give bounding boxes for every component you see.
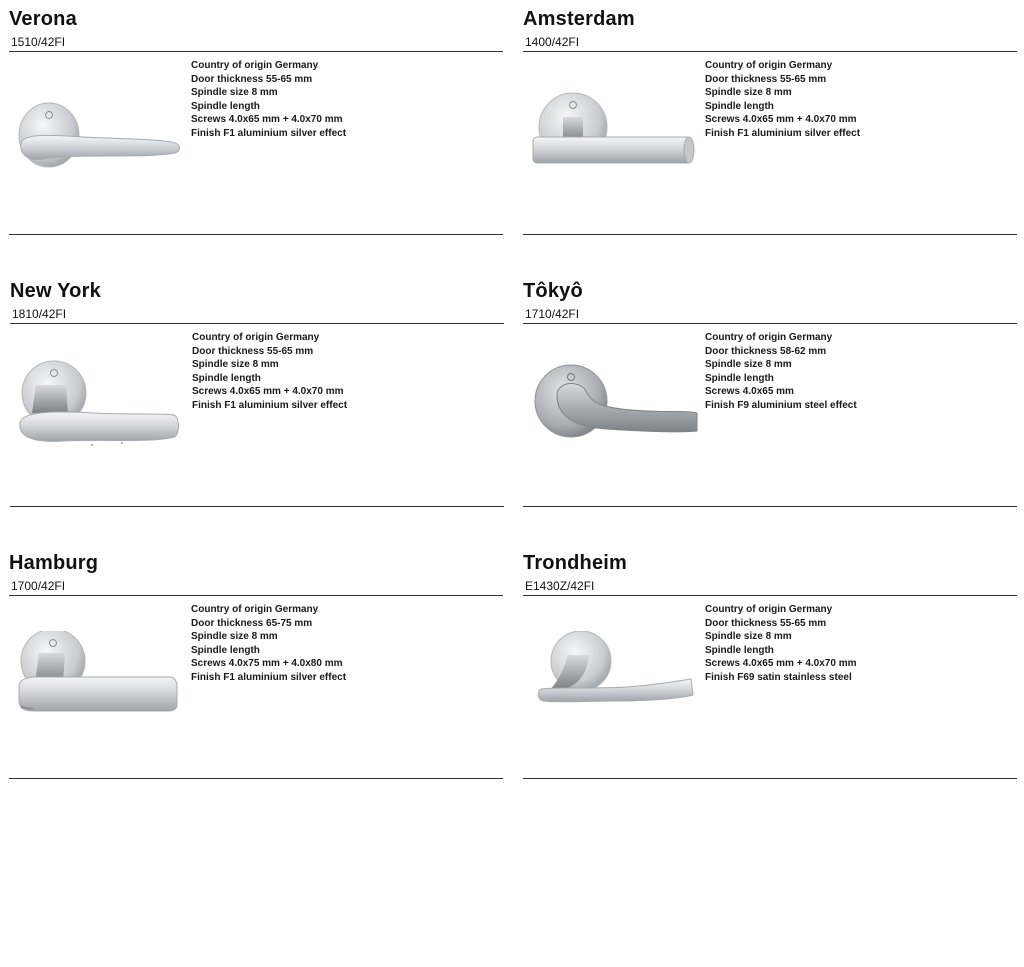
spec-finish: Finish F9 aluminium steel effect bbox=[705, 399, 857, 411]
new-york-lever-handle-icon bbox=[14, 359, 186, 449]
spec-finish: Finish F1 aluminium silver effect bbox=[192, 399, 348, 411]
spec-spindle-size: Spindle size 8 mm bbox=[705, 359, 792, 371]
divider bbox=[9, 51, 503, 52]
spec-door-thickness: Door thickness 55-65 mm bbox=[705, 73, 827, 85]
spec-spindle-length: Spindle length bbox=[191, 100, 260, 112]
spec-list bbox=[191, 59, 346, 141]
divider bbox=[9, 778, 503, 779]
tokyo-lever-handle-icon bbox=[527, 359, 699, 449]
trondheim-lever-handle-icon bbox=[527, 631, 699, 721]
spec-door-thickness: Door thickness 58-62 mm bbox=[705, 345, 827, 357]
product-title: Tôkyô bbox=[523, 280, 583, 302]
product-card-tokyo bbox=[523, 279, 1017, 519]
spec-list bbox=[192, 331, 347, 413]
spec-screws: Screws 4.0x65 mm + 4.0x70 mm bbox=[705, 658, 857, 670]
divider bbox=[523, 323, 1017, 324]
divider bbox=[9, 595, 503, 596]
spec-origin: Country of origin Germany bbox=[192, 332, 320, 343]
spec-spindle-size: Spindle size 8 mm bbox=[705, 631, 792, 643]
divider bbox=[523, 234, 1017, 235]
product-code: E1430Z/42FI bbox=[525, 579, 595, 593]
product-card-amsterdam bbox=[523, 7, 1017, 247]
spec-door-thickness: Door thickness 55-65 mm bbox=[192, 345, 314, 357]
spec-origin: Country of origin Germany bbox=[705, 60, 833, 71]
spec-screws: Screws 4.0x65 mm + 4.0x70 mm bbox=[191, 114, 343, 126]
product-card-new-york bbox=[10, 279, 504, 519]
product-card-verona bbox=[9, 7, 503, 247]
amsterdam-lever-handle-icon bbox=[527, 87, 699, 177]
product-card-hamburg bbox=[9, 551, 503, 791]
spec-spindle-size: Spindle size 8 mm bbox=[191, 87, 278, 99]
product-code: 1510/42FI bbox=[11, 35, 66, 49]
spec-origin: Country of origin Germany bbox=[705, 604, 833, 615]
spec-door-thickness: Door thickness 55-65 mm bbox=[705, 617, 827, 629]
spec-spindle-length: Spindle length bbox=[705, 644, 774, 656]
spec-finish: Finish F1 aluminium silver effect bbox=[191, 671, 347, 683]
divider bbox=[523, 506, 1017, 507]
spec-screws: Screws 4.0x65 mm bbox=[705, 386, 794, 398]
spec-spindle-size: Spindle size 8 mm bbox=[705, 87, 792, 99]
product-title: Verona bbox=[9, 8, 77, 30]
product-code: 1400/42FI bbox=[525, 35, 580, 49]
divider bbox=[10, 323, 504, 324]
product-title: Trondheim bbox=[523, 552, 628, 574]
hamburg-lever-handle-icon bbox=[13, 631, 185, 721]
product-title: Amsterdam bbox=[523, 8, 635, 30]
spec-list bbox=[705, 59, 860, 141]
spec-spindle-length: Spindle length bbox=[191, 644, 260, 656]
divider bbox=[523, 51, 1017, 52]
spec-finish: Finish F1 aluminium silver effect bbox=[191, 127, 347, 139]
spec-spindle-length: Spindle length bbox=[705, 372, 774, 384]
divider bbox=[523, 595, 1017, 596]
spec-origin: Country of origin Germany bbox=[191, 60, 319, 71]
spec-spindle-length: Spindle length bbox=[705, 100, 774, 112]
spec-finish: Finish F69 satin stainless steel bbox=[705, 671, 852, 683]
spec-spindle-size: Spindle size 8 mm bbox=[191, 631, 278, 643]
product-title: New York bbox=[10, 280, 101, 302]
spec-screws: Screws 4.0x65 mm + 4.0x70 mm bbox=[192, 386, 344, 398]
divider bbox=[10, 506, 504, 507]
spec-finish: Finish F1 aluminium silver effect bbox=[705, 127, 861, 139]
spec-door-thickness: Door thickness 55-65 mm bbox=[191, 73, 313, 85]
spec-origin: Country of origin Germany bbox=[191, 604, 319, 615]
spec-spindle-length: Spindle length bbox=[192, 372, 261, 384]
divider bbox=[523, 778, 1017, 779]
spec-list bbox=[705, 331, 857, 413]
product-title: Hamburg bbox=[9, 552, 99, 574]
spec-origin: Country of origin Germany bbox=[705, 332, 833, 343]
product-code: 1710/42FI bbox=[525, 307, 580, 321]
spec-spindle-size: Spindle size 8 mm bbox=[192, 359, 279, 371]
spec-list bbox=[705, 603, 857, 685]
product-code: 1810/42FI bbox=[12, 307, 67, 321]
spec-list bbox=[191, 603, 346, 685]
verona-lever-handle-icon bbox=[13, 87, 185, 177]
divider bbox=[9, 234, 503, 235]
product-card-trondheim bbox=[523, 551, 1017, 791]
spec-screws: Screws 4.0x65 mm + 4.0x70 mm bbox=[705, 114, 857, 126]
product-code: 1700/42FI bbox=[11, 579, 66, 593]
spec-screws: Screws 4.0x75 mm + 4.0x80 mm bbox=[191, 658, 343, 670]
spec-door-thickness: Door thickness 65-75 mm bbox=[191, 617, 313, 629]
